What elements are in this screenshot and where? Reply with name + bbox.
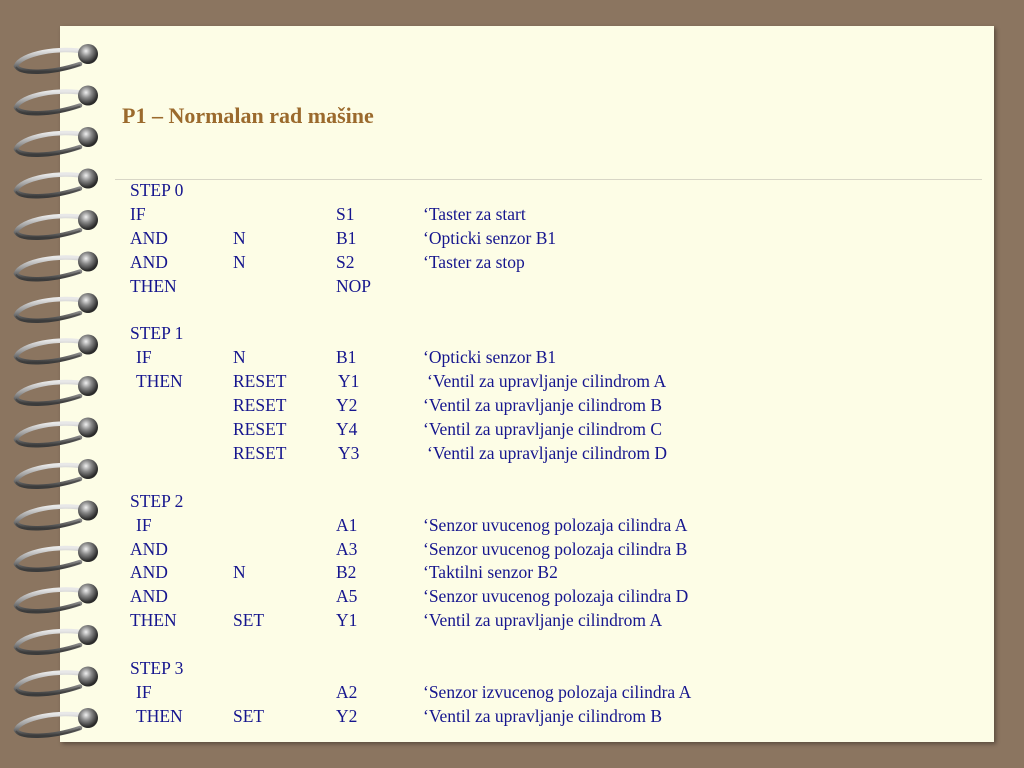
listing-row: [0, 467, 900, 491]
modifier-cell: RESET: [233, 371, 287, 392]
listing-row: [0, 276, 900, 300]
operand-cell: B2: [336, 562, 357, 583]
keyword-cell: IF: [136, 514, 152, 535]
comment-cell: ‘Ventil za upravljanje cilindrom B: [423, 705, 663, 726]
listing-row: [0, 682, 900, 706]
listing-row: [0, 658, 900, 682]
modifier-cell: N: [233, 251, 246, 272]
listing-row: [0, 515, 900, 539]
modifier-cell: RESET: [233, 442, 287, 463]
modifier-cell: N: [233, 227, 246, 248]
listing-row: [0, 491, 900, 515]
comment-cell: ‘Taktilni senzor B2: [423, 562, 558, 583]
listing-row: [0, 371, 900, 395]
keyword-cell: AND: [130, 251, 168, 272]
keyword-cell: AND: [130, 538, 168, 559]
modifier-cell: RESET: [233, 419, 287, 439]
listing-row: [0, 252, 900, 276]
keyword-cell: IF: [130, 203, 146, 224]
listing-row: [0, 204, 900, 228]
listing-row: [0, 443, 900, 467]
operand-cell: Y1: [336, 610, 358, 631]
operand-cell: Y2: [336, 705, 358, 726]
spiral-coil: [16, 86, 98, 115]
comment-cell: ‘Senzor izvucenog polozaja cilindra A: [423, 681, 692, 702]
spiral-coil: [16, 127, 98, 156]
keyword-cell: STEP 1: [130, 323, 184, 344]
modifier-cell: SET: [233, 705, 265, 726]
modifier-cell: SET: [233, 610, 265, 631]
keyword-cell: AND: [130, 227, 168, 248]
listing-row: [0, 562, 900, 586]
keyword-cell: IF: [136, 681, 152, 702]
keyword-cell: IF: [136, 347, 152, 368]
operand-cell: Y4: [336, 419, 358, 439]
keyword-cell: THEN: [130, 275, 177, 296]
comment-cell: ‘Taster za stop: [423, 251, 525, 272]
comment-cell: ‘Opticki senzor B1: [423, 347, 557, 368]
listing-row: [0, 395, 900, 419]
modifier-cell: N: [233, 562, 246, 583]
comment-cell: ‘Ventil za upravljanje cilindrom D: [427, 442, 668, 463]
operand-cell: B1: [336, 227, 357, 248]
operand-cell: A2: [336, 681, 358, 702]
operand-cell: A3: [336, 538, 358, 559]
operand-cell: A5: [336, 586, 358, 607]
listing-row: [0, 300, 900, 324]
operand-cell: S2: [336, 251, 355, 272]
operand-cell: Y1: [338, 371, 360, 392]
modifier-cell: N: [233, 347, 246, 368]
operand-cell: A1: [336, 514, 358, 535]
keyword-cell: THEN: [130, 610, 177, 631]
listing-row: [0, 347, 900, 371]
comment-cell: ‘Senzor uvucenog polozaja cilindra A: [423, 514, 688, 535]
keyword-cell: STEP 2: [130, 490, 184, 511]
listing-row: [0, 539, 900, 563]
operand-cell: Y3: [338, 442, 360, 463]
comment-cell: ‘Senzor uvucenog polozaja cilindra B: [423, 538, 688, 559]
spiral-coil: [16, 44, 98, 73]
listing-row: [0, 323, 900, 347]
operand-cell: NOP: [336, 275, 372, 296]
comment-cell: ‘Ventil za upravljanje cilindrom B: [423, 395, 663, 416]
listing-row: [0, 180, 900, 204]
listing-row: [0, 610, 900, 634]
listing-row: [0, 228, 900, 252]
keyword-cell: THEN: [136, 705, 183, 726]
comment-cell: ‘Ventil za upravljanje cilindrom A: [427, 371, 667, 392]
comment-cell: ‘Ventil za upravljanje cilindrom A: [423, 610, 663, 631]
operand-cell: S1: [336, 203, 355, 224]
comment-cell: ‘Taster za start: [423, 203, 526, 224]
keyword-cell: STEP 3: [130, 658, 184, 678]
keyword-cell: AND: [130, 586, 168, 607]
modifier-cell: RESET: [233, 395, 287, 416]
keyword-cell: STEP 0: [130, 180, 184, 200]
keyword-cell: AND: [130, 562, 168, 583]
operand-cell: B1: [336, 347, 357, 368]
slide-title: P1 – Normalan rad mašine: [122, 103, 374, 128]
comment-cell: ‘Opticki senzor B1: [423, 227, 557, 248]
comment-cell: ‘Ventil za upravljanje cilindrom C: [423, 419, 663, 439]
listing-row: [0, 586, 900, 610]
comment-cell: ‘Senzor uvucenog polozaja cilindra D: [423, 586, 689, 607]
listing-row: [0, 706, 900, 730]
listing-row: [0, 634, 900, 658]
listing-row: [0, 419, 900, 443]
keyword-cell: THEN: [136, 371, 183, 392]
operand-cell: Y2: [336, 395, 358, 416]
